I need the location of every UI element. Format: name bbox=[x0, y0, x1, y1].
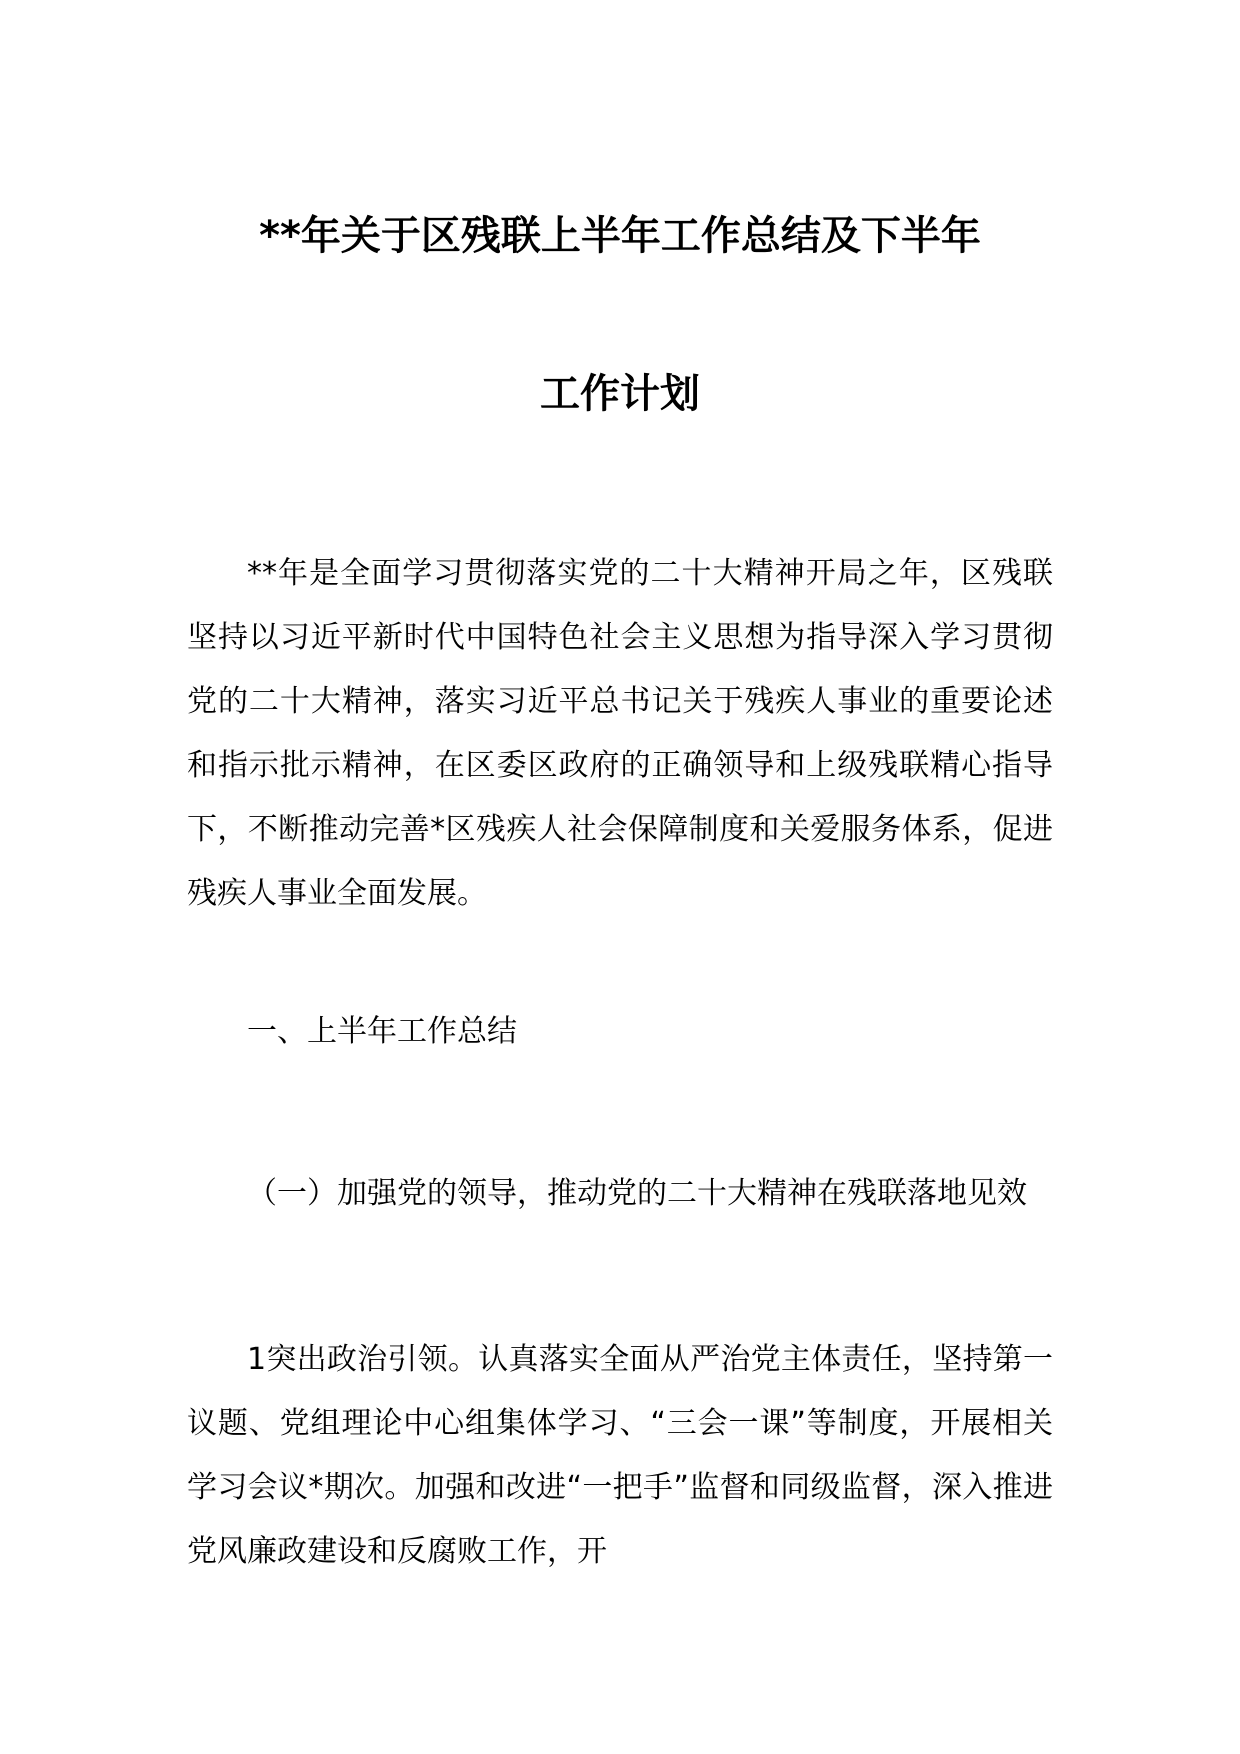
section-heading: 一、上半年工作总结 bbox=[247, 1014, 517, 1049]
document-title-line-2: 工作计划 bbox=[540, 371, 700, 417]
intro-paragraph-block bbox=[187, 542, 1053, 926]
item1-paragraph: 1突出政治引领。认真落实全面从严治党主体责任，坚持第一议题、党组理论中心组集体学习、“三会一课”等制度，开展相关学习会议*期次。加强和改进“一把手”监督和同级监督，深入推进党风廉政建设和反腐败工作，开 bbox=[187, 1342, 1053, 1569]
subsection-heading-block bbox=[187, 1162, 1053, 1226]
subsection-heading: （一）加强党的领导，推动党的二十大精神在残联落地见效 bbox=[247, 1176, 1027, 1211]
section-heading-block bbox=[187, 1000, 1053, 1064]
document-title-line-1: **年关于区残联上半年工作总结及下半年 bbox=[259, 213, 981, 259]
intro-paragraph: **年是全面学习贯彻落实党的二十大精神开局之年，区残联坚持以习近平新时代中国特色社会主义思想为指导深入学习贯彻党的二十大精神，落实习近平总书记关于残疾人事业的重要论述和指示批示精神，在区委区政府的正确领导和上级残联精心指导下，不断推动完善*区残疾人社会保障制度和关爱服务体系，促进残疾人事业全面发展。 bbox=[187, 556, 1053, 911]
item1-paragraph-block bbox=[187, 1328, 1053, 1584]
